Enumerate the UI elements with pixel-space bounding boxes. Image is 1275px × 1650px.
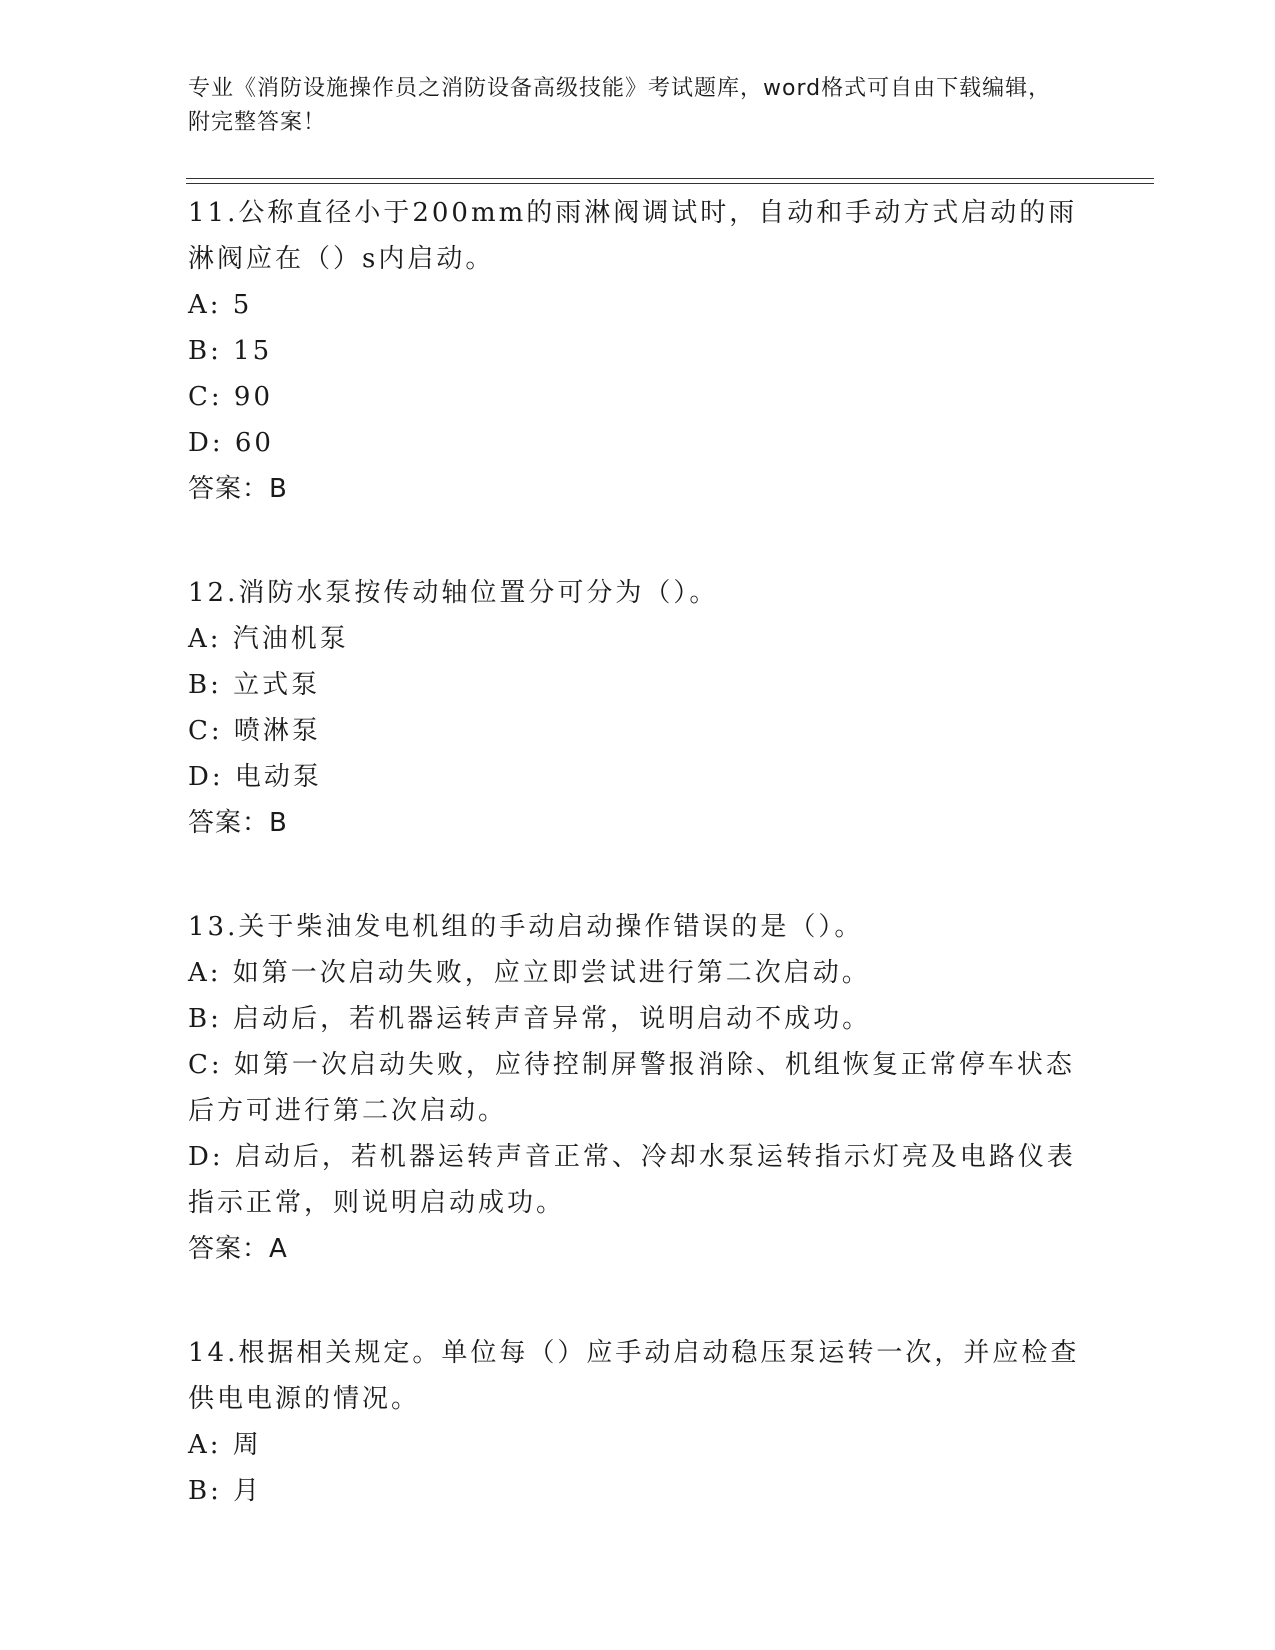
answer: 答案：B [188, 474, 288, 504]
option-c: C: 90 [188, 382, 274, 412]
answer: 答案：B [188, 808, 288, 838]
option-a: A: 汽油机泵 [188, 624, 349, 654]
option-c: C: 喷淋泵 [188, 716, 321, 746]
question-stem: 14.根据相关规定。单位每（）应手动启动稳压泵运转一次，并应检查供电电源的情况。 [188, 1338, 1080, 1414]
question-11 [188, 190, 1088, 512]
document-header: 专业《消防设施操作员之消防设备高级技能》考试题库，word格式可自由下载编辑，附完整答案！ [188, 76, 1052, 135]
question-stem: 11.公称直径小于200mm的雨淋阀调试时，自动和手动方式启动的雨淋阀应在（）s内启动。 [188, 198, 1078, 274]
question-stem: 13.关于柴油发电机组的手动启动操作错误的是（）。 [188, 912, 864, 942]
option-b: B: 15 [188, 336, 273, 366]
option-a: A: 5 [188, 290, 253, 320]
question-stem: 12.消防水泵按传动轴位置分可分为（）。 [188, 578, 719, 608]
header-divider-bottom [186, 183, 1154, 184]
option-a: A: 周 [188, 1430, 262, 1460]
option-c: C: 如第一次启动失败，应待控制屏警报消除、机组恢复正常停车状态后方可进行第二次启动。 [188, 1050, 1075, 1126]
option-b: B: 启动后，若机器运转声音异常，说明启动不成功。 [188, 1004, 872, 1034]
question-list [188, 190, 1088, 1572]
option-d: D: 启动后，若机器运转声音正常、冷却水泵运转指示灯亮及电路仪表指示正常，则说明启动成功。 [188, 1142, 1076, 1218]
option-b: B: 立式泵 [188, 670, 321, 700]
option-d: D: 60 [188, 428, 274, 458]
question-14 [188, 1330, 1088, 1514]
option-b: B: 月 [188, 1476, 263, 1506]
option-a: A: 如第一次启动失败，应立即尝试进行第二次启动。 [188, 958, 871, 988]
header-divider-top [186, 178, 1154, 179]
question-12 [188, 570, 1088, 846]
answer: 答案：A [188, 1234, 288, 1264]
option-d: D: 电动泵 [188, 762, 322, 792]
question-13 [188, 904, 1088, 1272]
